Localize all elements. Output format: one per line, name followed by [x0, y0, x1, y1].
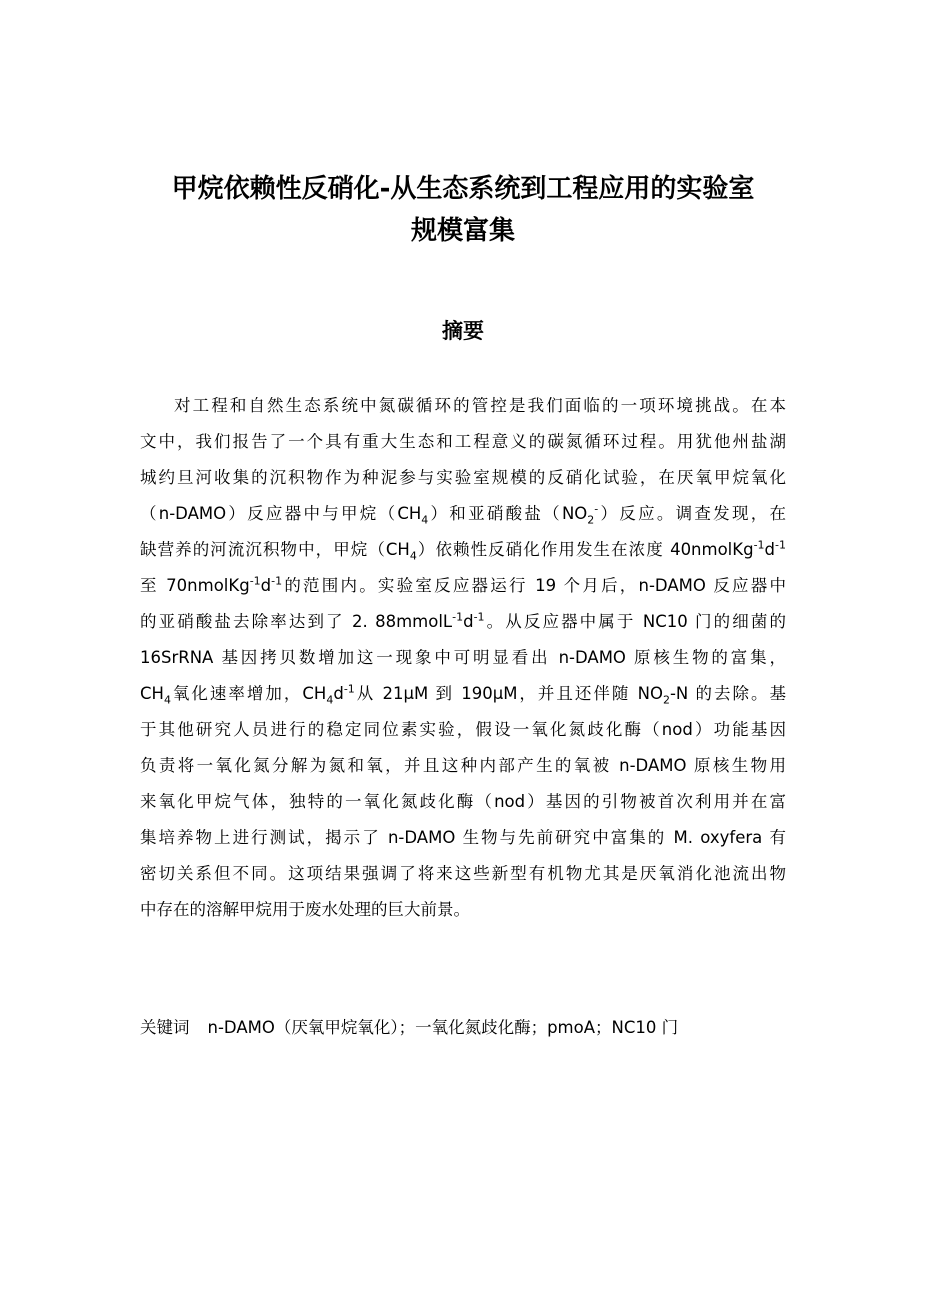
abstract-line: 至 $70nmolKg^{-1}d^{-1}$的范围内。实验室反应器运行 19 个月后，n-DAMO 反应器中 [140, 574, 786, 595]
abstract-line: 文中，我们报告了一个具有重大生态和工程意义的碳氮循环过程。用犹他州盐湖 [140, 432, 786, 451]
abstract-line: 于其他研究人员进行的稳定同位素实验，假设一氧化氮歧化酶（nod）功能基因 [140, 720, 786, 739]
abstract-line: $CH_4$氧化速率增加，$CH_4d^{-1}$从 21μM 到 190μM，并且还伴随 $NO_2-N$ 的去除。基 [140, 682, 786, 707]
abstract-line: 来氧化甲烷气体，独特的一氧化氮歧化酶（nod）基因的引物被首次利用并在富 [140, 792, 786, 811]
abstract-heading: 摘要 [442, 319, 484, 343]
abstract-line: 缺营养的河流沉积物中，甲烷$(CH_4)$依赖性反硝化作用发生在浓度 $40nmolKg^{-1}d^{-1}$ [140, 538, 786, 563]
keywords-text: n-DAMO（厌氧甲烷氧化）；一氧化氮歧化酶；pmoA；NC10 门 [207, 1018, 679, 1037]
abstract-line: 中存在的溶解甲烷用于废水处理的巨大前景。 [140, 900, 470, 919]
abstract-line: （n-DAMO）反应器中与甲烷$(CH_4)$和亚硝酸盐$(NO_2^-)$反应。调查发现，在 [140, 502, 786, 527]
abstract-line: 负责将一氧化氮分解为氮和氧，并且这种内部产生的氧被 n-DAMO 原核生物用 [140, 756, 786, 775]
abstract-line: 密切关系但不同。这项结果强调了将来这些新型有机物尤其是厌氧消化池流出物 [140, 864, 786, 883]
abstract-line: 16SrRNA 基因拷贝数增加这一现象中可明显看出 n-DAMO 原核生物的富集， [140, 648, 786, 667]
abstract-line: 集培养物上进行测试，揭示了 n-DAMO 生物与先前研究中富集的 M. oxyfera 有 [140, 828, 786, 847]
abstract-line: 城约旦河收集的沉积物作为种泥参与实验室规模的反硝化试验，在厌氧甲烷氧化 [140, 468, 786, 487]
title-line-1: 甲烷依赖性反硝化-从生态系统到工程应用的实验室 [171, 174, 755, 204]
title-line-2: 规模富集 [410, 216, 515, 246]
abstract-line: 对工程和自然生态系统中氮碳循环的管控是我们面临的一项环境挑战。在本 [174, 396, 786, 415]
abstract-line: 的亚硝酸盐去除率达到了 2. $88mmolL^{-1}d^{-1}$。从反应器中属于 NC10 门的细菌的 [140, 610, 786, 631]
paper-title [120, 168, 806, 252]
abstract-body [140, 388, 786, 928]
keywords [140, 1010, 786, 1046]
keywords-label: 关键词 [140, 1018, 190, 1037]
